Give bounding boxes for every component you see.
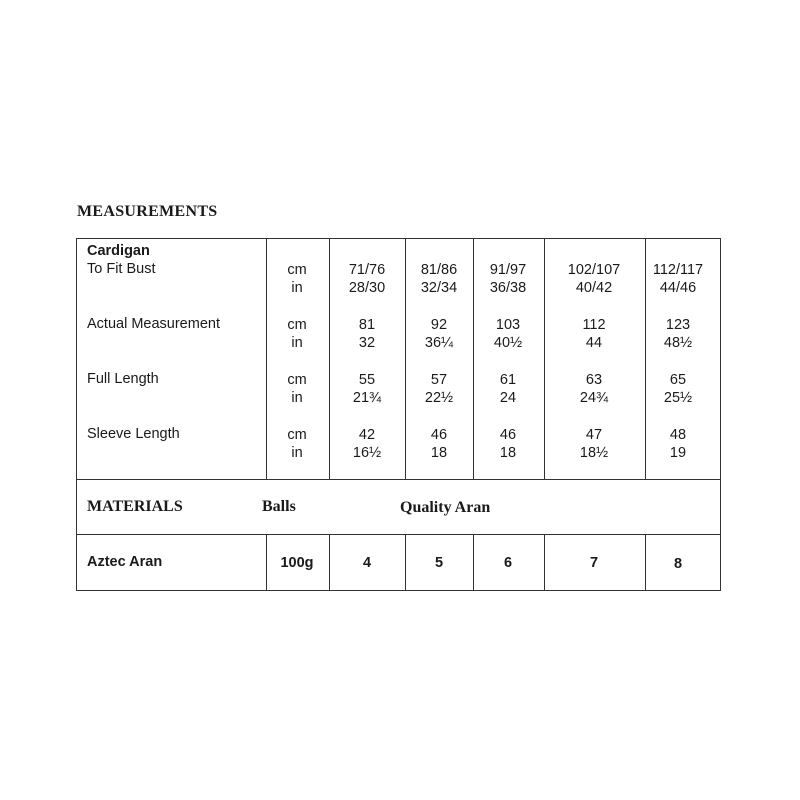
ball-count: 6	[503, 555, 513, 571]
value-cell: 40½	[493, 335, 523, 351]
value-cell: 36/38	[489, 280, 527, 296]
value-cell: 112	[582, 317, 606, 333]
value-cell: 19	[669, 445, 687, 461]
value-cell: 24	[499, 390, 517, 406]
yarn-name: Aztec Aran	[87, 554, 163, 570]
value-cell: 36¼	[424, 335, 454, 351]
ball-count: 7	[589, 555, 599, 571]
unit-in: in	[291, 390, 303, 406]
measurements-heading: MEASUREMENTS	[77, 203, 218, 220]
unit-cm: cm	[287, 372, 307, 388]
value-cell: 61	[499, 372, 517, 388]
ball-count: 8	[673, 556, 683, 572]
value-cell: 42	[358, 427, 376, 443]
unit-in: in	[291, 445, 303, 461]
value-cell: 18	[499, 445, 517, 461]
garment-title: Cardigan	[87, 243, 150, 259]
value-cell: 123	[665, 317, 691, 333]
materials-heading: MATERIALS	[87, 498, 183, 515]
value-cell: 32/34	[420, 280, 458, 296]
materials-divider-top	[77, 479, 720, 480]
value-cell: 55	[358, 372, 376, 388]
value-cell: 57	[430, 372, 448, 388]
value-cell: 112/117	[652, 262, 704, 278]
quality-label: Quality Aran	[400, 499, 491, 516]
unit-in: in	[291, 280, 303, 296]
value-cell: 18	[430, 445, 448, 461]
balls-label: Balls	[262, 498, 296, 515]
value-cell: 48½	[663, 335, 693, 351]
value-cell: 22½	[424, 390, 454, 406]
value-cell: 48	[669, 427, 687, 443]
unit-cm: cm	[287, 317, 307, 333]
value-cell: 47	[585, 427, 603, 443]
value-cell: 25½	[663, 390, 693, 406]
value-cell: 40/42	[575, 280, 613, 296]
value-cell: 44	[585, 335, 603, 351]
unit-cm: cm	[287, 427, 307, 443]
ball-weight: 100g	[280, 555, 314, 571]
value-cell: 65	[669, 372, 687, 388]
value-cell: 28/30	[348, 280, 386, 296]
row-label: Actual Measurement	[87, 316, 220, 332]
materials-divider-bottom	[77, 534, 720, 535]
value-cell: 91/97	[489, 262, 527, 278]
value-cell: 21¾	[352, 390, 382, 406]
value-cell: 63	[585, 372, 603, 388]
unit-in: in	[291, 335, 303, 351]
value-cell: 18½	[579, 445, 609, 461]
value-cell: 16½	[352, 445, 382, 461]
value-cell: 32	[358, 335, 376, 351]
value-cell: 81/86	[420, 262, 458, 278]
value-cell: 71/76	[348, 262, 386, 278]
ball-count: 5	[434, 555, 444, 571]
value-cell: 92	[430, 317, 448, 333]
unit-cm: cm	[287, 262, 307, 278]
row-label: Sleeve Length	[87, 426, 180, 442]
value-cell: 81	[358, 317, 376, 333]
row-label: Full Length	[87, 371, 159, 387]
value-cell: 44/46	[659, 280, 697, 296]
measurements-table	[76, 238, 721, 591]
value-cell: 103	[495, 317, 521, 333]
value-cell: 102/107	[567, 262, 621, 278]
value-cell: 46	[499, 427, 517, 443]
value-cell: 24¾	[579, 390, 609, 406]
value-cell: 46	[430, 427, 448, 443]
row-label: To Fit Bust	[87, 261, 156, 277]
ball-count: 4	[362, 555, 372, 571]
